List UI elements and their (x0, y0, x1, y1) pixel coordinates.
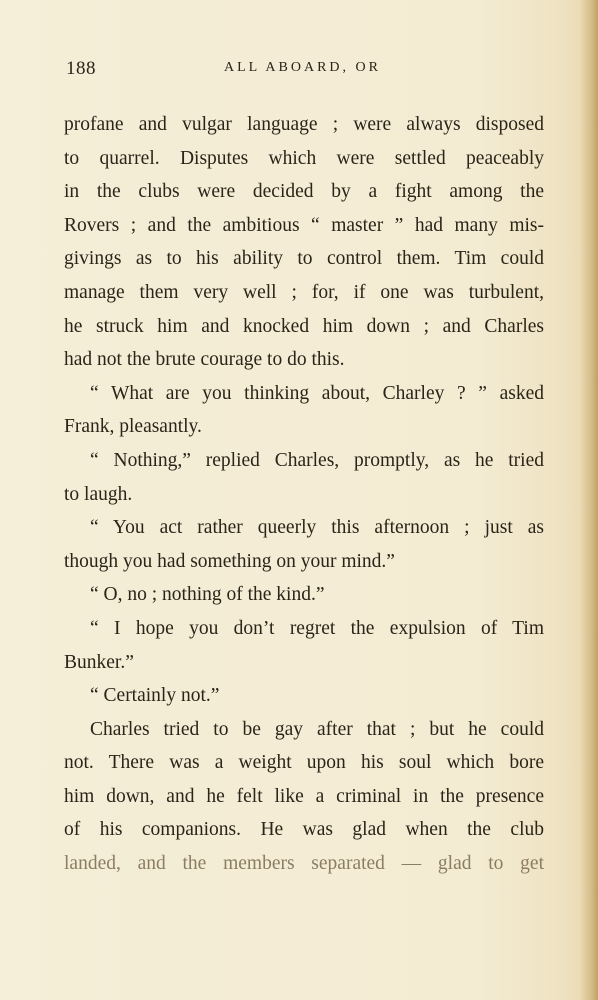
text-line: he struck him and knocked him down ; and Charles (64, 315, 544, 337)
text-line: “ I hope you don’t regret the expulsion of Tim (90, 617, 544, 639)
text-line: “ What are you thinking about, Charley ? ” asked (90, 382, 544, 404)
text-line: profane and vulgar language ; were always disposed (64, 114, 544, 135)
text-line: “ O, no ; nothing of the kind.” (90, 584, 325, 606)
text-line: givings as to his ability to control them. Tim could (64, 248, 544, 270)
running-title: ALL ABOARD, OR (224, 60, 381, 75)
text-line: Charles tried to be gay after that ; but he could (90, 718, 544, 740)
text-line: had not the brute courage to do this. (64, 349, 345, 371)
text-line: Rovers ; and the ambitious “ master ” had many mis- (64, 214, 544, 236)
page-edge (580, 0, 598, 1000)
text-line: Frank, pleasantly. (64, 416, 202, 438)
text-line: not. There was a weight upon his soul which bore (64, 752, 544, 774)
running-head (66, 58, 544, 80)
text-line: to quarrel. Disputes which were settled peaceably (64, 147, 544, 169)
text-line: landed, and the members separated — glad to get (64, 853, 544, 875)
text-line: to laugh. (64, 483, 133, 505)
body-text (64, 108, 544, 881)
page-number: 188 (66, 58, 96, 79)
text-line: though you had something on your mind.” (64, 550, 395, 572)
text-line: him down, and he felt like a criminal in the presence (64, 785, 544, 807)
text-line: manage them very well ; for, if one was turbulent, (64, 281, 544, 303)
text-line: in the clubs were decided by a fight among the (64, 181, 544, 203)
text-line: of his companions. He was glad when the club (64, 819, 544, 841)
text-line: “ Nothing,” replied Charles, promptly, as he tried (90, 449, 544, 471)
text-line: Bunker.” (64, 651, 134, 673)
text-line: “ Certainly not.” (90, 685, 220, 707)
text-line: “ You act rather queerly this afternoon ; just as (90, 517, 544, 539)
